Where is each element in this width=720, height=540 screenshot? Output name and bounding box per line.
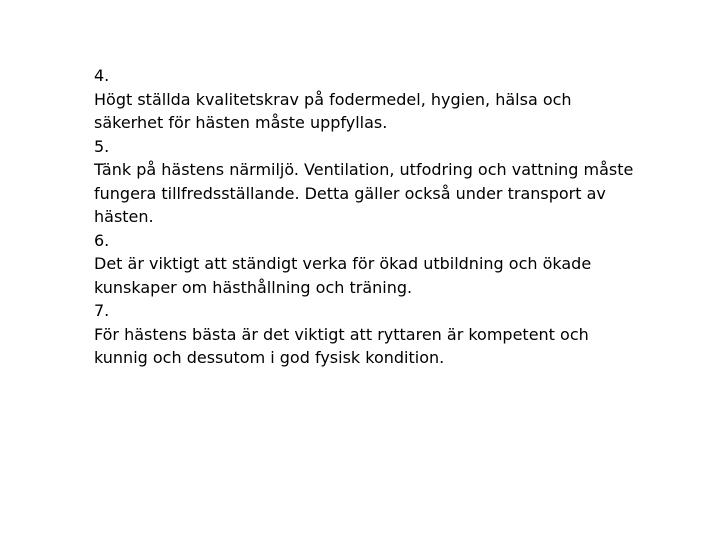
item-text: Högt ställda kvalitetskrav på fodermedel, hygien, hälsa och säkerhet för hästen måste uppfyllas. [94, 89, 572, 132]
item-number: 7. [94, 301, 110, 320]
numbered-text-body [94, 64, 634, 370]
item-number: 4. [94, 66, 110, 85]
item-number: 6. [94, 230, 110, 250]
item-4 [94, 64, 634, 135]
item-text: För hästens bästa är det viktigt att ryttaren är kompetent och kunnig och dessutom i god fysisk kondition. [94, 324, 589, 367]
item-number: 5. [94, 136, 110, 156]
item-7 [94, 299, 634, 370]
item-text: Tänk på hästens närmiljö. Ventilation, utfodring och vattning måste fungera tillfredsställande. Detta gäller också under transport av hästen. [94, 160, 634, 226]
item-5 [94, 135, 634, 229]
item-text: Det är viktigt att ständigt verka för ökad utbildning och ökade kunskaper om hästhållning och träning. [94, 254, 592, 297]
item-6 [94, 229, 634, 300]
